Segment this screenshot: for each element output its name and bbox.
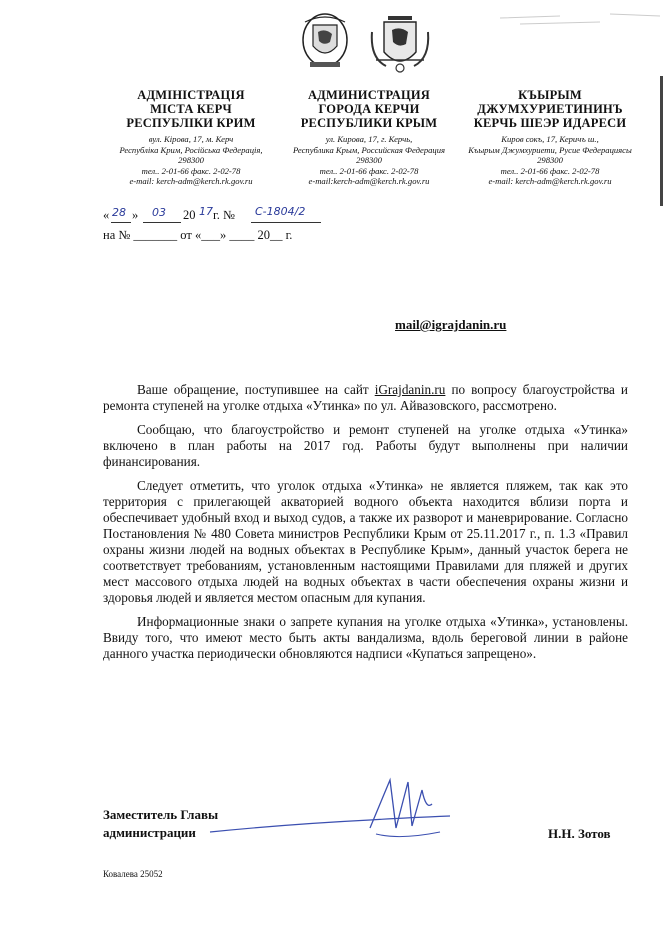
month-underline xyxy=(143,222,181,223)
address-line: 298300 xyxy=(537,155,563,166)
address-line: e-mail: kerch-adm@kerch.rk.gov.ru xyxy=(129,176,253,187)
header-title-line: АДМІНІСТРАЦІЯ xyxy=(137,88,245,102)
handwritten-signature-icon xyxy=(200,770,460,850)
reply-to-line: на № _______ от «___» ____ 20__ г. xyxy=(103,228,293,242)
header-title-line: РЕСПУБЛИКИ КРЫМ xyxy=(300,116,438,130)
header-title-line: КЪЫРЫМ xyxy=(518,88,582,102)
executor-info: Ковалева 25052 xyxy=(103,869,163,879)
address-line: e-mail: kerch-adm@kerch.rk.gov.ru xyxy=(488,176,612,187)
address-line: тел.. 2-01-66 факс. 2-02-78 xyxy=(319,165,419,176)
paragraph-2: Сообщаю, что благоустройство и ремонт ступеней на уголке отдыха «Утинка» включено в план работы на 2017 год. Работы будут выполнены при наличии финансирования. xyxy=(103,422,628,469)
registration-day: 28 xyxy=(112,206,126,219)
site-link[interactable]: iGrajdanin.ru xyxy=(374,382,446,397)
letter-body xyxy=(103,382,628,670)
kerch-coat-of-arms-icon xyxy=(372,16,428,72)
paragraph-1 xyxy=(103,382,628,414)
paragraph-1-end: по вопросу благоустройства и ремонта ступеней на уголке отдыха «Утинка» по ул. Айвазовского, рассмотрено. xyxy=(103,382,628,413)
crimea-coat-of-arms-icon xyxy=(303,14,347,67)
address-line: 298300 xyxy=(178,155,204,166)
scan-marks xyxy=(500,14,660,24)
address-line: Республика Крым, Российская Федерация xyxy=(292,144,446,155)
header-title-line: КЕРЧЬ ШЕЭР ИДАРЕСИ xyxy=(473,116,627,130)
address-line: тел.. 2-01-66 факс. 2-02-78 xyxy=(141,165,241,176)
address-line: тел.. 2-01-66 факс. 2-02-78 xyxy=(500,165,600,176)
address-line: Киров сокъ, 17, Керичъ ш., xyxy=(501,134,599,144)
address-line: e-mail:kerch-adm@kerch.rk.gov.ru xyxy=(308,176,430,187)
paragraph-1-start: Ваше обращение, поступившее на сайт xyxy=(137,382,375,397)
address-line: ул. Кирова, 17, г. Керчь, xyxy=(325,134,413,144)
recipient-email[interactable]: mail@igrajdanin.ru xyxy=(395,317,507,332)
registration-month: 03 xyxy=(152,206,166,219)
signatory-name: Н.Н. Зотов xyxy=(548,826,611,841)
header-crimean-tatar xyxy=(452,88,648,187)
signatory-position-line: администрации xyxy=(103,825,196,840)
registration-number: С-1804/2 xyxy=(255,205,306,218)
address-line: вул. Кірова, 17, м. Керч xyxy=(148,134,234,144)
header-title-line: ГОРОДА КЕРЧИ xyxy=(318,102,420,116)
quote-open: « xyxy=(103,208,110,222)
signatory-position-line: Заместитель Главы xyxy=(103,807,219,822)
page-edge-mark xyxy=(660,76,663,206)
header-title-line: МІСТА КЕРЧ xyxy=(150,102,232,116)
address-line: Республіка Крим, Російська Федерація, xyxy=(119,144,263,155)
day-underline xyxy=(111,222,131,223)
header-ukrainian xyxy=(96,88,286,187)
address-line: Къырым Джумхуриети, Русие Федерациясы xyxy=(468,144,632,155)
header-crests xyxy=(0,10,665,78)
signatory-position xyxy=(103,806,218,842)
registration-year: 17 xyxy=(199,205,213,218)
header-russian xyxy=(284,88,454,187)
header-title-line: РЕСПУБЛІКИ КРИМ xyxy=(126,116,256,130)
paragraph-4: Информационные знаки о запрете купания на уголке отдыха «Утинка», установлены. Ввиду того, что имеют место быть акты вандализма, вдоль береговой линии в районе данного участка периодически обновляются надписи «Купаться запрещено». xyxy=(103,614,628,661)
year-prefix: 20 xyxy=(183,208,196,222)
paragraph-3: Следует отметить, что уголок отдыха «Утинка» не является пляжем, так как это территория с прилегающей акваторией водного объекта находится вблизи порта и обеспечивает удобный вход и выход судов, а также их разворот и маневрирование. Согласно Постановления № 480 Совета министров Республики Крым от 25.11.2017 г., п. 1.3 «Правил охраны жизни людей на водных объектах в Республике Крым», данный участок берега не соответствует требованиям, установленным настоящими Правилами для пляжей и других мест массового отдыха людей на водных объектах в части обеспечения охраны жизни и здоровья людей и является местом опасным для купания. xyxy=(103,478,628,605)
number-underline xyxy=(251,222,321,223)
address-line: 298300 xyxy=(356,155,382,166)
number-label: г. № xyxy=(213,208,235,222)
header-title-line: АДМИНИСТРАЦИЯ xyxy=(307,88,431,102)
quote-close: » xyxy=(132,208,139,222)
header-title-line: ДЖУМХУРИЕТИНИНЪ xyxy=(477,102,623,116)
